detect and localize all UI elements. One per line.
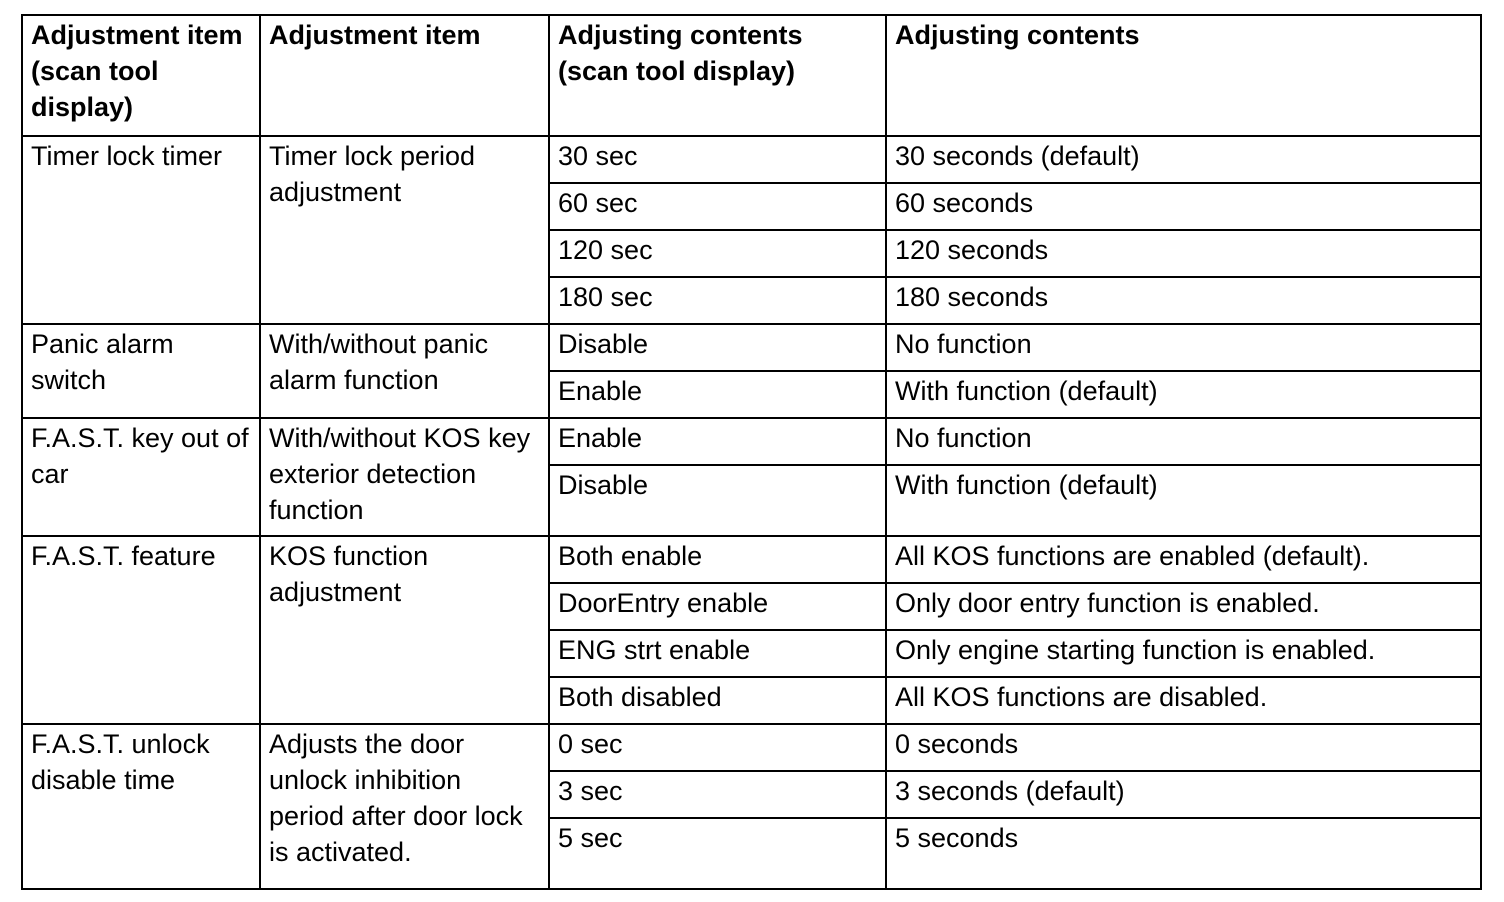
item-cell: Adjusts the door unlock inhibition period after door lock is activated. bbox=[260, 724, 549, 889]
item-scan-cell: F.A.S.T. feature bbox=[22, 536, 260, 724]
option-desc-cell: All KOS functions are enabled (default). bbox=[886, 536, 1481, 583]
item-cell: KOS function adjustment bbox=[260, 536, 549, 724]
option-scan-cell: ENG strt enable bbox=[549, 630, 886, 677]
item-scan-cell: F.A.S.T. unlock disable time bbox=[22, 724, 260, 889]
option-desc-cell: 30 seconds (default) bbox=[886, 136, 1481, 183]
table-row bbox=[22, 536, 1481, 583]
header-item-scan: Adjustment item (scan tool display) bbox=[22, 15, 260, 136]
item-cell: Timer lock period adjustment bbox=[260, 136, 549, 324]
option-desc-cell: 180 seconds bbox=[886, 277, 1481, 324]
table-row bbox=[22, 418, 1481, 465]
option-scan-cell: 3 sec bbox=[549, 771, 886, 818]
option-scan-cell: 0 sec bbox=[549, 724, 886, 771]
table-header-row bbox=[22, 15, 1481, 136]
option-desc-cell: 3 seconds (default) bbox=[886, 771, 1481, 818]
header-contents: Adjusting contents bbox=[886, 15, 1481, 136]
item-scan-cell: F.A.S.T. key out of car bbox=[22, 418, 260, 536]
item-cell: With/without panic alarm function bbox=[260, 324, 549, 418]
option-scan-cell: Enable bbox=[549, 418, 886, 465]
option-scan-cell: Disable bbox=[549, 324, 886, 371]
option-scan-cell: 5 sec bbox=[549, 818, 886, 889]
table-row bbox=[22, 324, 1481, 371]
option-desc-cell: 120 seconds bbox=[886, 230, 1481, 277]
option-desc-cell: No function bbox=[886, 418, 1481, 465]
option-desc-cell: No function bbox=[886, 324, 1481, 371]
option-scan-cell: Enable bbox=[549, 371, 886, 418]
option-desc-cell: Only door entry function is enabled. bbox=[886, 583, 1481, 630]
option-desc-cell: 0 seconds bbox=[886, 724, 1481, 771]
table-row bbox=[22, 136, 1481, 183]
adjustment-table bbox=[21, 14, 1482, 890]
option-scan-cell: 120 sec bbox=[549, 230, 886, 277]
option-scan-cell: 30 sec bbox=[549, 136, 886, 183]
item-scan-cell: Panic alarm switch bbox=[22, 324, 260, 418]
item-cell: With/without KOS key exterior detection function bbox=[260, 418, 549, 536]
option-scan-cell: DoorEntry enable bbox=[549, 583, 886, 630]
option-desc-cell: Only engine starting function is enabled. bbox=[886, 630, 1481, 677]
option-scan-cell: Both disabled bbox=[549, 677, 886, 724]
table-row bbox=[22, 724, 1481, 771]
option-scan-cell: Both enable bbox=[549, 536, 886, 583]
option-desc-cell: 5 seconds bbox=[886, 818, 1481, 889]
option-scan-cell: 60 sec bbox=[549, 183, 886, 230]
header-item: Adjustment item bbox=[260, 15, 549, 136]
option-desc-cell: With function (default) bbox=[886, 371, 1481, 418]
option-scan-cell: 180 sec bbox=[549, 277, 886, 324]
option-desc-cell: All KOS functions are disabled. bbox=[886, 677, 1481, 724]
option-desc-cell: 60 seconds bbox=[886, 183, 1481, 230]
item-scan-cell: Timer lock timer bbox=[22, 136, 260, 324]
option-desc-cell: With function (default) bbox=[886, 465, 1481, 536]
option-scan-cell: Disable bbox=[549, 465, 886, 536]
header-contents-scan: Adjusting contents (scan tool display) bbox=[549, 15, 886, 136]
